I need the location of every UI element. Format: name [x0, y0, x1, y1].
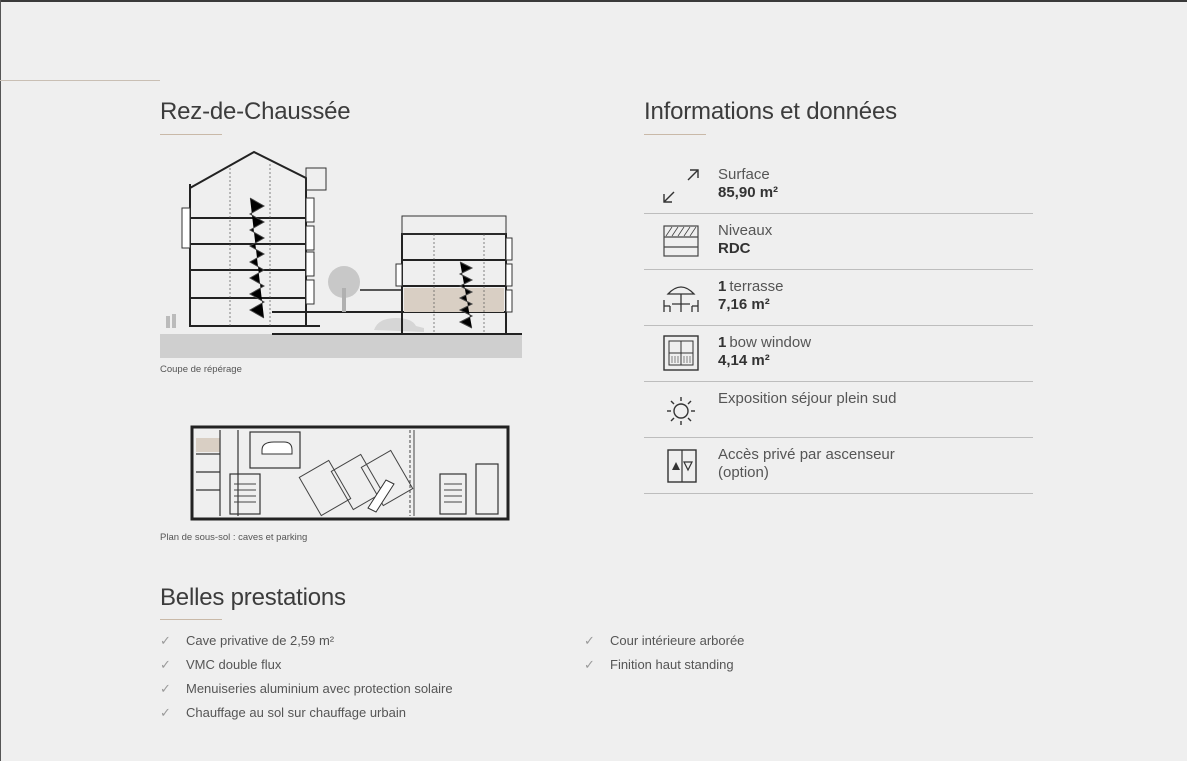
check-icon: ✓	[160, 705, 171, 720]
info-label: terrasse	[729, 278, 784, 295]
features-list-right	[584, 629, 744, 677]
basement-plan-drawing	[190, 424, 510, 522]
title-underline	[644, 134, 706, 135]
title-underline	[160, 134, 222, 135]
check-icon: ✓	[584, 633, 595, 648]
check-icon: ✓	[160, 633, 171, 648]
features-list-left	[160, 629, 453, 725]
window-left-border	[0, 0, 1, 761]
check-icon: ✓	[160, 681, 171, 696]
info-value: 4,14 m²	[718, 352, 770, 369]
section-title-rdc: Rez-de-Chaussée	[160, 98, 351, 125]
section-caption: Coupe de répérage	[160, 364, 242, 375]
info-row-terrasse	[644, 270, 1033, 326]
info-value: 7,16 m²	[718, 296, 770, 313]
info-label: Surface	[718, 166, 770, 183]
check-icon: ✓	[160, 657, 171, 672]
building-section-drawing	[160, 148, 522, 360]
info-label: Accès privé par ascenseur	[718, 446, 895, 463]
info-value: RDC	[718, 240, 751, 257]
section-title-features: Belles prestations	[160, 584, 346, 611]
info-value: 85,90 m²	[718, 184, 779, 201]
info-label: Exposition séjour plein sud	[718, 390, 897, 407]
info-label: Niveaux	[718, 222, 773, 239]
list-item: ✓ Chauffage au sol sur chauffage urbain	[160, 701, 453, 725]
elevator-icon	[660, 444, 702, 486]
info-row-surface	[644, 158, 1033, 214]
info-count: 1	[718, 278, 727, 295]
info-count: 1	[718, 334, 727, 351]
surface-arrows-icon	[660, 164, 702, 206]
levels-icon	[660, 220, 702, 262]
window-top-border	[0, 0, 1187, 2]
info-list	[644, 158, 1033, 494]
list-item: ✓ Cave privative de 2,59 m²	[160, 629, 453, 653]
title-underline	[160, 619, 222, 620]
info-label: bow window	[729, 334, 812, 351]
info-value: (option)	[718, 464, 769, 481]
plan-caption: Plan de sous-sol : caves et parking	[160, 532, 308, 543]
info-row-niveaux	[644, 214, 1033, 270]
list-item: ✓ Cour intérieure arborée	[584, 629, 744, 653]
list-item: ✓ VMC double flux	[160, 653, 453, 677]
section-title-info: Informations et données	[644, 98, 897, 125]
sun-icon	[660, 388, 702, 430]
info-row-exposition	[644, 382, 1033, 438]
bow-window-icon	[660, 332, 702, 374]
list-item: ✓ Finition haut standing	[584, 653, 744, 677]
info-row-ascenseur	[644, 438, 1033, 494]
list-item: ✓ Menuiseries aluminium avec protection solaire	[160, 677, 453, 701]
decorative-rule	[0, 80, 160, 81]
check-icon: ✓	[584, 657, 595, 672]
terrace-parasol-icon	[660, 276, 702, 318]
info-row-bow-window	[644, 326, 1033, 382]
